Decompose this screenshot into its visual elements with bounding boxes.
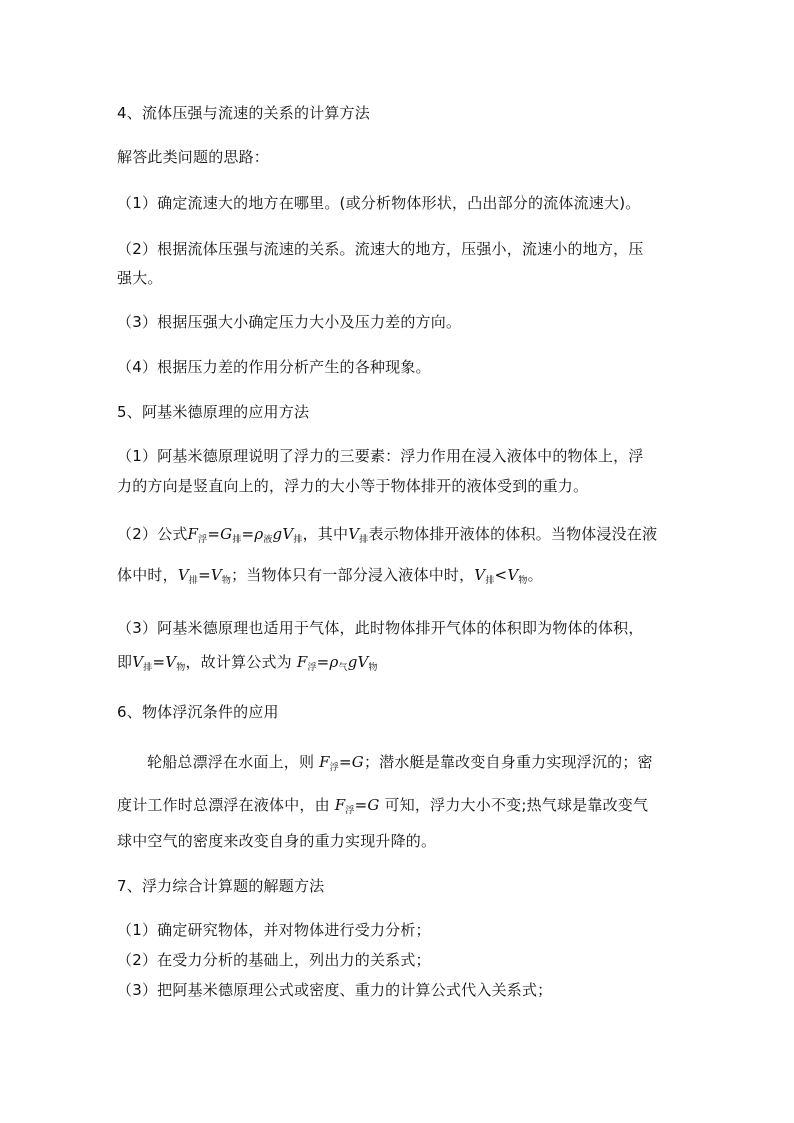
s6-line-3: 球中空气的密度来改变自身的重力实现升降的。 bbox=[117, 832, 437, 850]
s6-line-1: 轮船总漂浮在水面上，则 $F_浮=G$；潜水艇是靠改变自身重力实现浮沉的；密 bbox=[147, 753, 653, 773]
formula-g: g bbox=[272, 525, 283, 543]
s5-paragraph-3-line-2: 即$V_排=V_物$，故计算公式为 $F_浮=\rho_气gV_物$ bbox=[117, 653, 378, 673]
s6-line-2: 度计工作时总漂浮在液体中，由 $F_浮=G$ 可知，浮力大小不变;热气球是靠改变气 bbox=[117, 796, 649, 816]
s7-paragraph-2: （2）在受力分析的基础上，列出力的关系式； bbox=[117, 951, 431, 969]
heading-section-5: 5、阿基米德原理的应用方法 bbox=[117, 403, 310, 421]
formula-V: V bbox=[282, 525, 294, 543]
s4-paragraph-3: （3）根据压强大小确定压力大小及压力差的方向。 bbox=[117, 313, 462, 331]
formula-F: F bbox=[187, 525, 199, 543]
s7-paragraph-3: （3）把阿基米德原理公式或密度、重力的计算公式代入关系式； bbox=[117, 981, 553, 999]
s5-paragraph-1-line-2: 力的方向是竖直向上的，浮力的大小等于物体排开的液体受到的重力。 bbox=[117, 477, 589, 495]
heading-section-7: 7、浮力综合计算题的解题方法 bbox=[117, 877, 325, 895]
formula-G: G bbox=[220, 525, 233, 543]
s4-paragraph-2-line-1: （2）根据流体压强与流速的关系。流速大的地方，压强小，流速小的地方，压 bbox=[117, 240, 644, 258]
s5-paragraph-1-line-1: （1）阿基米德原理说明了浮力的三要素：浮力作用在浸入液体中的物体上，浮 bbox=[117, 447, 644, 465]
s5-paragraph-3-line-1: （3）阿基米德原理也适用于气体，此时物体排开气体的体积即为物体的体积， bbox=[117, 619, 644, 637]
s5-paragraph-2-line-2: 体中时，$V_排=V_物$；当物体只有一部分浸入液体中时，$V_排<V_物$。 bbox=[117, 566, 543, 586]
heading-section-4: 4、流体压强与流速的关系的计算方法 bbox=[117, 104, 370, 122]
formula-rho: ρ bbox=[254, 525, 264, 543]
heading-section-6: 6、物体浮沉条件的应用 bbox=[117, 703, 279, 721]
s5-paragraph-2-line-1: （2）公式$F_浮=G_排=\rho_液gV_排$，其中$V_排$表示物体排开液体的体积。当物体浸没在液 bbox=[117, 525, 658, 545]
s4-paragraph-4: （4）根据压力差的作用分析产生的各种现象。 bbox=[117, 358, 431, 376]
s4-paragraph-2-line-2: 强大。 bbox=[117, 269, 163, 287]
s7-paragraph-1: （1）确定研究物体，并对物体进行受力分析； bbox=[117, 921, 431, 939]
s4-intro: 解答此类问题的思路： bbox=[117, 148, 270, 166]
s4-paragraph-1: （1）确定流速大的地方在哪里。(或分析物体形状，凸出部分的流体流速大)。 bbox=[117, 194, 641, 212]
